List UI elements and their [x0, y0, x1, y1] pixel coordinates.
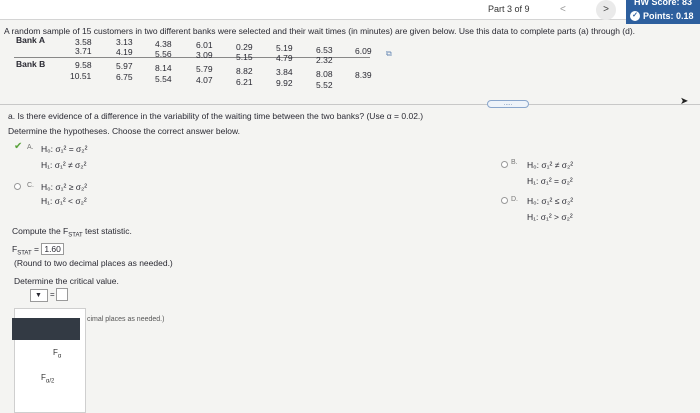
check-circle-icon: ✓	[630, 11, 640, 21]
option-d-h0: H₀: σ₁² ≤ σ₂²	[527, 196, 574, 206]
fstat-sub: STAT	[17, 250, 32, 257]
part-a-question: a. Is there evidence of a difference in the variability of the waiting time between the two banks? (Use α = 0.02.)	[8, 111, 424, 121]
palette-f-label: F	[41, 373, 46, 382]
table-cell: 4.38	[155, 39, 172, 49]
table-cell: 0.29	[236, 42, 253, 52]
copy-data-icon[interactable]: ⧉	[386, 49, 392, 58]
critical-value-dropdown[interactable]: ▼	[30, 289, 48, 302]
palette-selected-item[interactable]	[12, 318, 80, 340]
next-part-button[interactable]: >	[596, 0, 616, 20]
table-cell: 5.19	[276, 43, 293, 53]
fstat-rounding-note: (Round to two decimal places as needed.)	[14, 258, 173, 268]
palette-alpha-sub: α	[57, 353, 62, 360]
option-c-radio[interactable]	[14, 183, 21, 190]
fstat-equals: =	[31, 244, 42, 254]
table-cell: 4.19	[116, 47, 133, 57]
table-cell: 3.13	[116, 37, 133, 47]
table-cell: 8.82	[236, 66, 253, 76]
palette-option-f-alpha-half[interactable]	[41, 373, 54, 385]
points-display	[630, 11, 694, 21]
table-cell: 6.01	[196, 40, 213, 50]
compute-prompt-suffix: test statistic.	[82, 226, 132, 236]
hw-score: HW Score: 83	[634, 0, 693, 7]
table-cell: 3.71	[75, 46, 92, 56]
table-cell: 6.53	[316, 45, 333, 55]
compute-prompt-text: Compute the F	[12, 226, 69, 236]
option-d-radio[interactable]	[501, 197, 508, 204]
compute-prompt	[12, 226, 132, 239]
table-cell: 6.21	[236, 77, 253, 87]
critical-value-input[interactable]	[56, 288, 68, 301]
bank-b-label: Bank B	[16, 59, 46, 69]
palette-f-label: F	[53, 348, 58, 357]
table-cell: 10.51	[70, 71, 92, 81]
option-c-h0: H₀: σ₁² ≥ σ₂²	[41, 182, 88, 192]
table-cell: 3.58	[75, 37, 92, 47]
option-a-h1: H₁: σ₁² ≠ σ₂²	[41, 160, 87, 170]
table-cell: 8.08	[316, 69, 333, 79]
option-b-radio[interactable]	[501, 161, 508, 168]
option-letter: C.	[27, 182, 34, 189]
top-bar	[0, 0, 700, 20]
previous-part-button[interactable]: <	[560, 4, 566, 15]
table-cell: 3.09	[196, 50, 213, 60]
hypotheses-instruction: Determine the hypotheses. Choose the correct answer below.	[8, 126, 240, 136]
bank-a-label: Bank A	[16, 35, 45, 45]
critical-value-prompt: Determine the critical value.	[14, 276, 119, 286]
table-cell: 2.32	[316, 55, 333, 65]
section-divider	[0, 104, 700, 105]
table-cell: 5.52	[316, 80, 333, 90]
table-cell: 5.79	[196, 64, 213, 74]
table-cell: 3.84	[276, 67, 293, 77]
part-indicator: Part 3 of 9	[488, 4, 530, 14]
table-cell: 9.92	[276, 78, 293, 88]
table-cell: 4.79	[276, 53, 293, 63]
mouse-cursor-icon: ➤	[680, 96, 689, 107]
rounding-hint: cimal places as needed.)	[87, 316, 165, 323]
table-cell: 5.54	[155, 74, 172, 84]
option-b-h0: H₀: σ₁² ≠ σ₂²	[527, 160, 574, 170]
option-letter: B.	[511, 159, 518, 166]
table-cell: 4.07	[196, 75, 213, 85]
option-letter: A.	[27, 144, 34, 151]
palette-alpha-half-sub: α/2	[45, 378, 55, 385]
question-intro: A random sample of 15 customers in two different banks were selected and their wait times (in minutes) are given below. Use this data to complete parts (a) through (d).	[4, 26, 636, 36]
table-cell: 5.97	[116, 61, 133, 71]
score-panel	[626, 0, 700, 24]
fstat-result	[12, 244, 64, 257]
fstat-value: 1.60	[41, 243, 64, 255]
table-cell: 6.09	[355, 46, 372, 56]
table-cell: 5.56	[155, 49, 172, 59]
option-a-h0: H₀: σ₁² = σ₂²	[41, 144, 88, 154]
equals-sign: =	[50, 290, 55, 299]
table-cell: 5.15	[236, 52, 253, 62]
table-cell: 6.75	[116, 72, 133, 82]
option-b-h1: H₁: σ₁² = σ₂²	[527, 176, 573, 186]
palette-option-f-alpha[interactable]	[53, 348, 61, 360]
table-cell: 9.58	[75, 60, 92, 70]
option-d-h1: H₁: σ₁² > σ₂²	[527, 212, 573, 222]
option-letter: D.	[511, 196, 518, 203]
option-c-h1: H₁: σ₁² < σ₂²	[41, 196, 87, 206]
table-cell: 8.39	[355, 70, 372, 80]
table-cell: 8.14	[155, 63, 172, 73]
correct-check-icon: ✔	[14, 141, 23, 152]
collapse-toggle[interactable]: .....	[487, 100, 529, 108]
points-text: Points: 0.18	[643, 11, 694, 21]
fstat-label: F	[12, 244, 18, 254]
compute-prompt-sub: STAT	[68, 232, 83, 239]
